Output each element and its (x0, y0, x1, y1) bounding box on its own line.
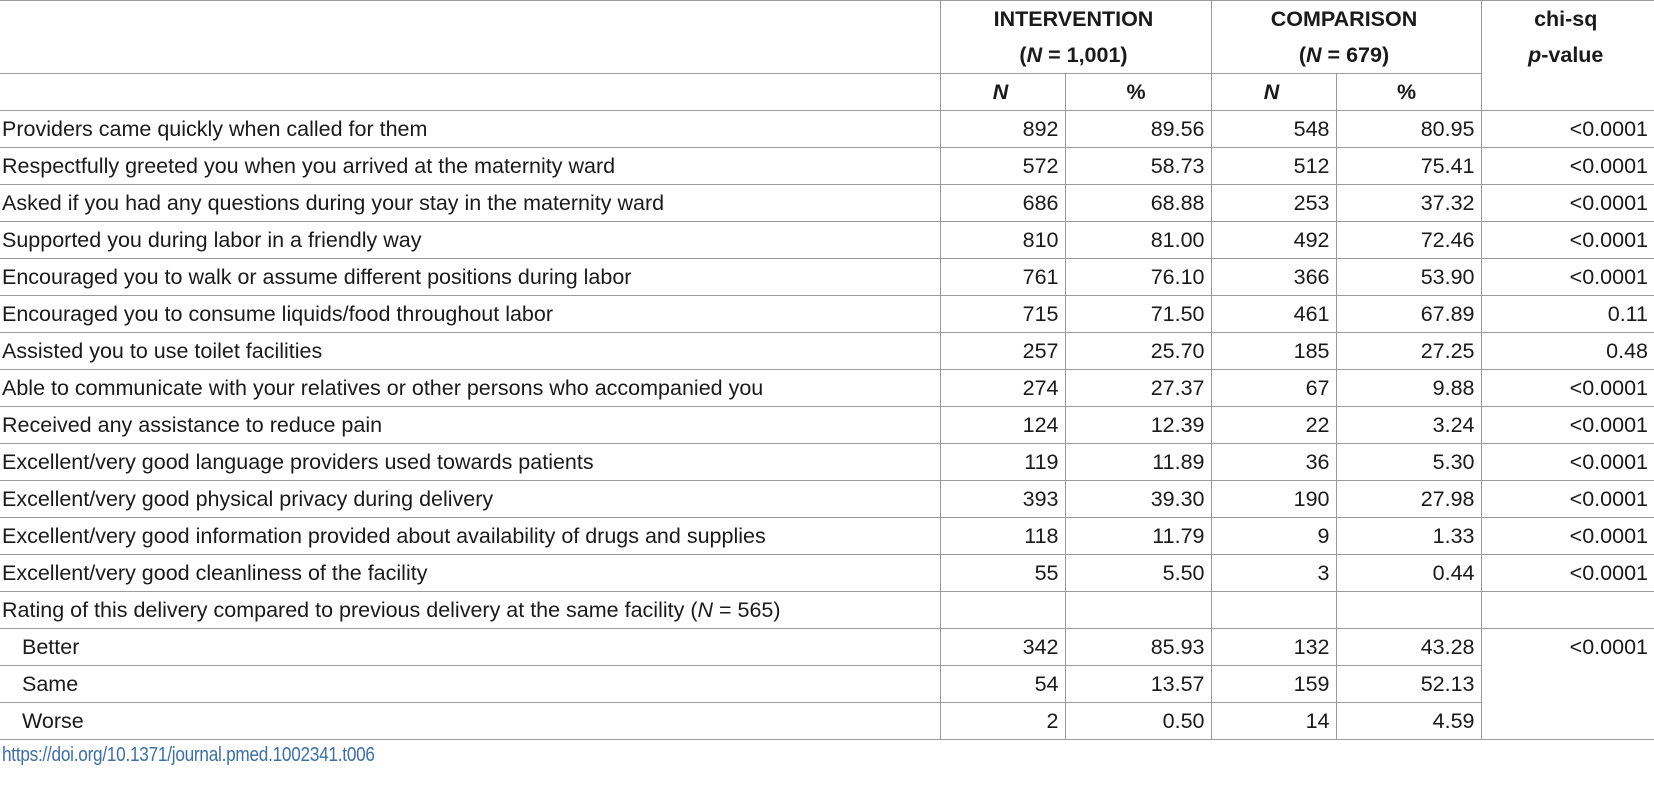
table-row (0, 518, 1654, 555)
intervention-title: INTERVENTION (993, 7, 1154, 31)
comparison-pct-cell: 27.98 (1336, 481, 1481, 518)
comparison-pct-cell: 3.24 (1336, 407, 1481, 444)
comparison-title: COMPARISON (1270, 7, 1418, 31)
pvalue-cell: <0.0001 (1481, 148, 1654, 185)
intervention-pct-cell: 76.10 (1065, 259, 1211, 296)
comparison-pct-cell: 67.89 (1336, 296, 1481, 333)
empty-cell (1336, 592, 1481, 629)
table-row (0, 185, 1654, 222)
row-label: Excellent/very good physical privacy during delivery (0, 481, 940, 518)
comparison-n-cell: 185 (1211, 333, 1336, 370)
comparison-pct-cell: 72.46 (1336, 222, 1481, 259)
intervention-n-cell: 119 (940, 444, 1065, 481)
pvalue-line1: chi-sq (1534, 7, 1598, 31)
pvalue-cell: <0.0001 (1481, 370, 1654, 407)
intervention-pct-cell: 27.37 (1065, 370, 1211, 407)
intervention-n-rest: = 1,001) (1042, 43, 1128, 67)
intervention-n-letter: N (1026, 43, 1043, 67)
pvalue-line2: -value (1541, 43, 1604, 67)
comparison-n-cell: 548 (1211, 111, 1336, 148)
comparison-pct-cell: 9.88 (1336, 370, 1481, 407)
row-label: Asked if you had any questions during your stay in the maternity ward (0, 185, 940, 222)
intervention-n-cell: 2 (940, 703, 1065, 740)
empty-cell (1481, 592, 1654, 629)
comparison-pct-cell: 5.30 (1336, 444, 1481, 481)
intervention-n-cell: 274 (940, 370, 1065, 407)
comparison-pct-column-header: % (1336, 74, 1481, 111)
pvalue-cell: <0.0001 (1481, 259, 1654, 296)
comparison-n-letter: N (1306, 43, 1322, 67)
comparison-header (1211, 1, 1481, 74)
empty-cell (940, 592, 1065, 629)
intervention-n-cell: 54 (940, 666, 1065, 703)
rating-subrow-label: Same (0, 666, 940, 703)
pvalue-cell: 0.48 (1481, 333, 1654, 370)
comparison-n-cell: 190 (1211, 481, 1336, 518)
comparison-n-column-header: N (1211, 74, 1336, 111)
pvalue-cell: <0.0001 (1481, 222, 1654, 259)
empty-cell (1211, 592, 1336, 629)
comparison-pct-cell: 75.41 (1336, 148, 1481, 185)
pvalue-cell: <0.0001 (1481, 518, 1654, 555)
rating-subrow (0, 703, 1654, 740)
row-label: Received any assistance to reduce pain (0, 407, 940, 444)
table-row (0, 444, 1654, 481)
intervention-pct-cell: 58.73 (1065, 148, 1211, 185)
intervention-pct-cell: 39.30 (1065, 481, 1211, 518)
rating-subrow (0, 666, 1654, 703)
pvalue-cell: <0.0001 (1481, 111, 1654, 148)
comparison-n-rest: = 679) (1321, 43, 1390, 67)
comparison-n-cell: 132 (1211, 629, 1336, 666)
comparison-pct-cell: 27.25 (1336, 333, 1481, 370)
row-label: Excellent/very good language providers used towards patients (0, 444, 940, 481)
intervention-pct-cell: 12.39 (1065, 407, 1211, 444)
row-label: Excellent/very good information provided about availability of drugs and supplies (0, 518, 940, 555)
table-row (0, 481, 1654, 518)
comparison-n-cell: 512 (1211, 148, 1336, 185)
row-label: Respectfully greeted you when you arrived at the maternity ward (0, 148, 940, 185)
rating-group-row (0, 592, 1654, 629)
comparison-pct-cell: 80.95 (1336, 111, 1481, 148)
comparison-pct-cell: 37.32 (1336, 185, 1481, 222)
pvalue-cell: <0.0001 (1481, 185, 1654, 222)
intervention-n-cell: 892 (940, 111, 1065, 148)
table-row (0, 222, 1654, 259)
table-body (0, 111, 1654, 740)
intervention-n-cell: 715 (940, 296, 1065, 333)
comparison-pct-cell: 53.90 (1336, 259, 1481, 296)
row-label: Encouraged you to walk or assume different positions during labor (0, 259, 940, 296)
intervention-pct-cell: 0.50 (1065, 703, 1211, 740)
header-blank-cell (0, 1, 940, 74)
row-label: Assisted you to use toilet facilities (0, 333, 940, 370)
intervention-pct-cell: 13.57 (1065, 666, 1211, 703)
comparison-n-cell: 492 (1211, 222, 1336, 259)
comparison-n-cell: 253 (1211, 185, 1336, 222)
rating-subrow-label: Better (0, 629, 940, 666)
rating-label-before: Rating of this delivery compared to previous delivery at the same facility ( (2, 598, 698, 622)
comparison-n-cell: 9 (1211, 518, 1336, 555)
table-row (0, 148, 1654, 185)
intervention-n-cell: 257 (940, 333, 1065, 370)
intervention-header (940, 1, 1211, 74)
intervention-pct-cell: 71.50 (1065, 296, 1211, 333)
header-row-groups (0, 1, 1654, 74)
comparison-n-cell: 36 (1211, 444, 1336, 481)
rating-label-after: = 565) (713, 598, 781, 622)
intervention-n-cell: 686 (940, 185, 1065, 222)
intervention-pct-cell: 85.93 (1065, 629, 1211, 666)
comparison-n-open: ( (1298, 43, 1307, 67)
comparison-n-cell: 461 (1211, 296, 1336, 333)
table-row (0, 370, 1654, 407)
empty-cell (1065, 592, 1211, 629)
row-label: Supported you during labor in a friendly way (0, 222, 940, 259)
intervention-pct-cell: 5.50 (1065, 555, 1211, 592)
intervention-n-cell: 118 (940, 518, 1065, 555)
comparison-n-cell: 3 (1211, 555, 1336, 592)
table-row (0, 296, 1654, 333)
intervention-n-cell: 55 (940, 555, 1065, 592)
header-row-subcolumns (0, 74, 1654, 111)
intervention-pct-column-header: % (1065, 74, 1211, 111)
pvalue-cell: <0.0001 (1481, 407, 1654, 444)
intervention-n-cell: 342 (940, 629, 1065, 666)
doi-link[interactable]: https://doi.org/10.1371/journal.pmed.1002341.t006 (2, 744, 375, 766)
table-row (0, 259, 1654, 296)
intervention-pct-cell: 11.89 (1065, 444, 1211, 481)
intervention-pct-cell: 89.56 (1065, 111, 1211, 148)
rating-subrow (0, 629, 1654, 666)
comparison-pct-cell: 1.33 (1336, 518, 1481, 555)
row-label: Able to communicate with your relatives or other persons who accompanied you (0, 370, 940, 407)
comparison-pct-cell: 0.44 (1336, 555, 1481, 592)
intervention-n-open: ( (1019, 43, 1027, 67)
row-label: Excellent/very good cleanliness of the facility (0, 555, 940, 592)
pvalue-cell: <0.0001 (1481, 481, 1654, 518)
intervention-pct-cell: 68.88 (1065, 185, 1211, 222)
rating-label-n: N (697, 598, 714, 622)
comparison-pct-cell: 52.13 (1336, 666, 1481, 703)
intervention-n-cell: 761 (940, 259, 1065, 296)
intervention-n-cell: 124 (940, 407, 1065, 444)
table-row (0, 111, 1654, 148)
intervention-n-cell: 810 (940, 222, 1065, 259)
rating-subrow-label: Worse (0, 703, 940, 740)
table-row (0, 333, 1654, 370)
header-blank-subcell (0, 74, 940, 111)
comparison-n-cell: 14 (1211, 703, 1336, 740)
pvalue-cell: 0.11 (1481, 296, 1654, 333)
pvalue-p-letter: p (1528, 43, 1542, 67)
pvalue-cell: <0.0001 (1481, 555, 1654, 592)
comparison-n-cell: 22 (1211, 407, 1336, 444)
rating-pvalue-cell: <0.0001 (1481, 629, 1654, 740)
intervention-pct-cell: 11.79 (1065, 518, 1211, 555)
comparison-n-cell: 67 (1211, 370, 1336, 407)
row-label: Providers came quickly when called for them (0, 111, 940, 148)
comparison-pct-cell: 4.59 (1336, 703, 1481, 740)
intervention-pct-cell: 81.00 (1065, 222, 1211, 259)
comparison-pct-cell: 43.28 (1336, 629, 1481, 666)
intervention-pct-cell: 25.70 (1065, 333, 1211, 370)
rating-group-label (0, 592, 940, 629)
pvalue-cell: <0.0001 (1481, 444, 1654, 481)
intervention-n-cell: 572 (940, 148, 1065, 185)
row-label: Encouraged you to consume liquids/food throughout labor (0, 296, 940, 333)
intervention-n-column-header: N (940, 74, 1065, 111)
table-row (0, 407, 1654, 444)
comparison-n-cell: 159 (1211, 666, 1336, 703)
pvalue-header (1481, 1, 1654, 111)
intervention-n-cell: 393 (940, 481, 1065, 518)
table-row (0, 555, 1654, 592)
comparison-n-cell: 366 (1211, 259, 1336, 296)
